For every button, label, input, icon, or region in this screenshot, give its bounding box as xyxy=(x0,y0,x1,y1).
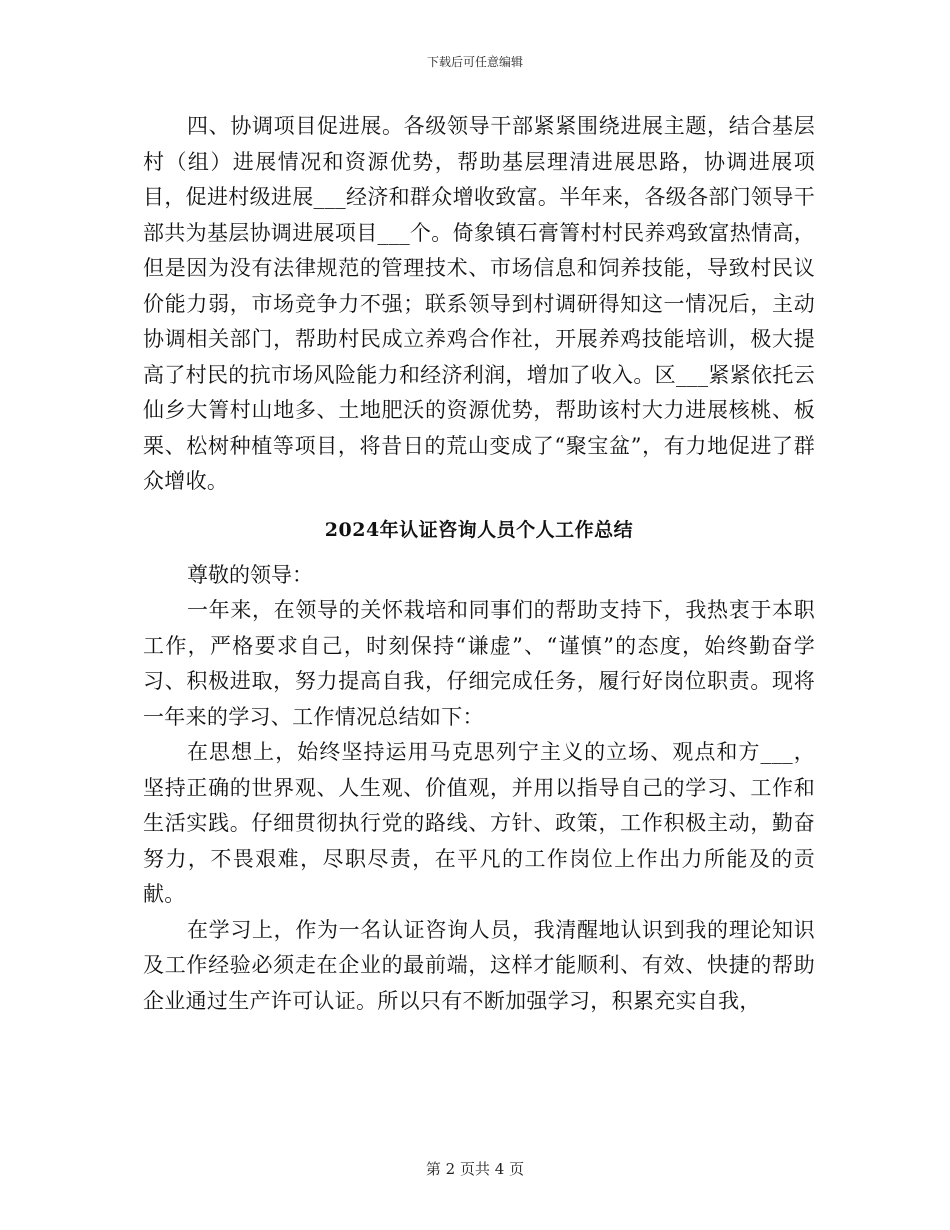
paragraph-study: 在学习上，作为一名认证咨询人员，我清醒地认识到我的理论知识及工作经验必须走在企业的最前端，这样才能顺利、有效、快捷的帮助企业通过生产许可认证。所以只有不断加强学习，积累充实自我， xyxy=(143,917,815,1013)
paragraph-intro: 一年来，在领导的关怀栽培和同事们的帮助支持下，我热衷于本职工作，严格要求自己，时刻保持“谦虚”、“谨慎”的态度，始终勤奋学习、积极进取，努力提高自我，仔细完成任务，履行好岗位职责。现将一年来的学习、工作情况总结如下： xyxy=(143,598,815,729)
salutation: 尊敬的领导： xyxy=(187,562,313,587)
page-header: 下载后可任意编辑 xyxy=(426,55,523,69)
document-body xyxy=(143,109,815,1019)
page-footer: 第 2 页共 4 页 xyxy=(425,1160,525,1178)
article-title: 2024年认证咨询人员个人工作总结 xyxy=(324,518,634,541)
paragraph-ideology: 在思想上，始终坚持运用马克思列宁主义的立场、观点和方___，坚持正确的世界观、人生观、价值观，并用以指导自己的学习、工作和生活实践。仔细贯彻执行党的路线、方针、政策，工作积极主动，勤奋努力，不畏艰难，尽职尽责，在平凡的工作岗位上作出力所能及的贡献。 xyxy=(143,740,815,906)
paragraph-project-coordination: 四、协调项目促进展。各级领导干部紧紧围绕进展主题，结合基层村（组）进展情况和资源优势，帮助基层理清进展思路，协调进展项目，促进村级进展___经济和群众增收致富。半年来，各级各部门领导干部共为基层协调进展项目___个。倚象镇石膏箐村村民养鸡致富热情高，但是因为没有法律规范的管理技术、市场信息和饲养技能，导致村民议价能力弱，市场竞争力不强；联系领导到村调研得知这一情况后，主动协调相关部门，帮助村民成立养鸡合作社，开展养鸡技能培训，极大提高了村民的抗市场风险能力和经济利润，增加了收入。区___紧紧依托云仙乡大箐村山地多、土地肥沃的资源优势，帮助该村大力进展核桃、板栗、松树种植等项目，将昔日的荒山变成了“聚宝盆”，有力地促进了群众增收。 xyxy=(143,114,815,493)
